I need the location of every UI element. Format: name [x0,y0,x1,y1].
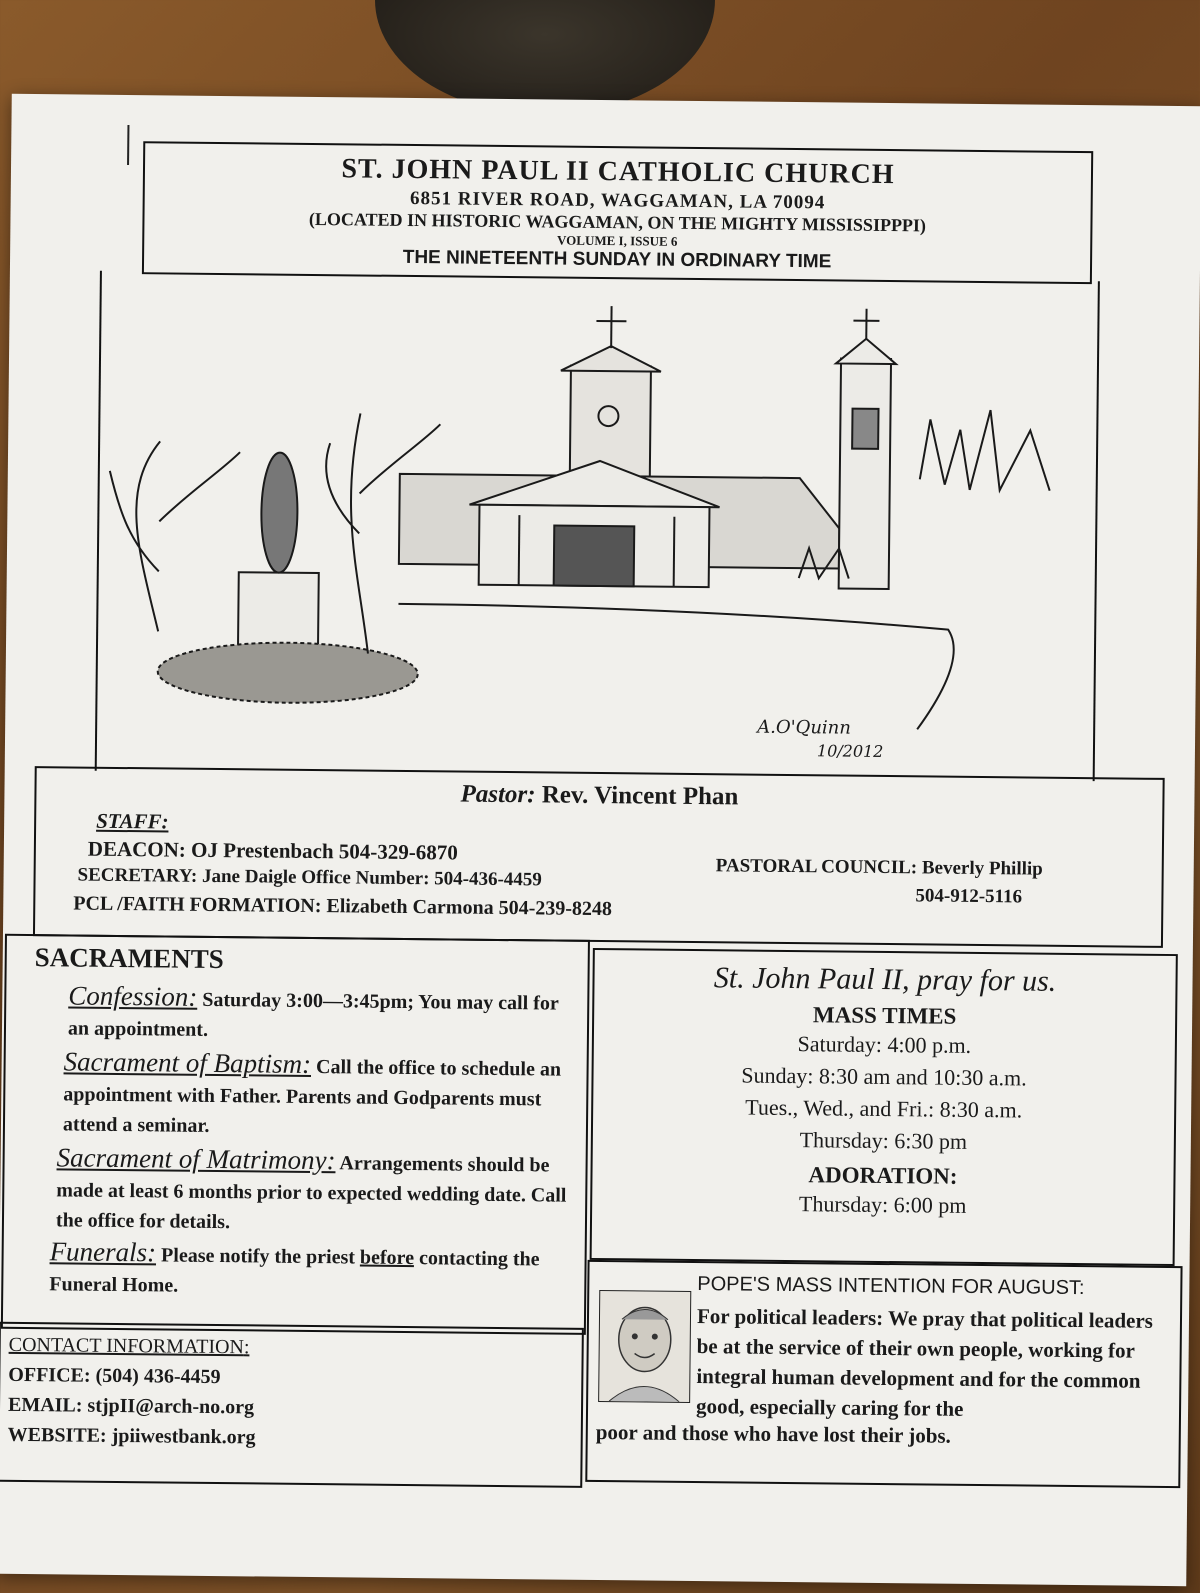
pastor-label: Pastor: [460,780,536,809]
pcl-line: PCL /FAITH FORMATION: Elizabeth Carmona 504-239-8248 [73,892,613,921]
pope-intention-last-line: poor and those who have lost their jobs. [595,1419,952,1448]
contact-website: WEBSITE: jpiiwestbank.org [7,1423,256,1449]
pastoral-council-line: PASTORAL COUNCIL: Beverly Phillip [715,855,1043,880]
confession-label: Confession: [68,980,198,1012]
margin-mark [127,125,129,165]
mass-times-section [590,948,1178,1266]
confession-paragraph [68,980,574,1048]
funerals-text: Please notify the priest [155,1244,361,1269]
mass-time-thursday: Thursday: 6:30 pm [799,1127,968,1154]
bulletin-header [142,141,1093,284]
baptism-label: Sacrament of Baptism: [63,1046,312,1079]
pope-intention-heading: POPE'S MASS INTENTION FOR AUGUST: [697,1273,1085,1300]
funerals-paragraph [49,1236,570,1304]
pope-portrait-drawing [599,1291,690,1402]
artist-date: 10/2012 [816,741,884,761]
staff-label: STAFF: [96,808,169,834]
contact-office: OFFICE: (504) 436-4459 [8,1363,221,1389]
pope-portrait [598,1290,691,1403]
sacraments-title: SACRAMENTS [34,942,224,975]
liturgical-sunday: THE NINETEENTH SUNDAY IN ORDINARY TIME [402,246,832,273]
church-name: ST. JOHN PAUL II CATHOLIC CHURCH [341,153,895,191]
church-address: 6851 RIVER ROAD, WAGGAMAN, LA 70094 [409,187,826,214]
funerals-text-end: contacting the Funeral Home. [49,1247,540,1297]
sacraments-section [1,934,590,1335]
mass-time-weekday: Tues., Wed., and Fri.: 8:30 a.m. [745,1094,1023,1123]
contact-section [0,1322,584,1488]
volume-issue: VOLUME I, ISSUE 6 [556,232,678,249]
contact-email: EMAIL: stjpII@arch-no.org [7,1393,255,1419]
contact-title: CONTACT INFORMATION: [8,1333,250,1359]
funerals-label: Funerals: [49,1236,157,1268]
church-drawing [97,271,1098,781]
church-location: (LOCATED IN HISTORIC WAGGAMAN, ON THE MIGHTY MISSISSIPPPI) [308,208,927,236]
mass-time-saturday: Saturday: 4:00 p.m. [797,1031,972,1058]
baptism-text: Call the office to schedule an appointment with Father. Parents and Godparents must attend a seminar. [62,1055,562,1137]
pope-intention-section [585,1260,1182,1488]
matrimony-paragraph [56,1142,577,1240]
funerals-before: before [359,1246,415,1270]
matrimony-text: Arrangements should be made at least 6 months prior to expected wedding date. Call the office for details. [55,1152,567,1234]
matrimony-label: Sacrament of Matrimony: [56,1142,336,1176]
adoration-title: ADORATION: [808,1162,958,1189]
prayer-line: St. John Paul II, pray for us. [713,961,1057,998]
pastor-name: Rev. Vincent Phan [541,781,739,811]
baptism-paragraph [63,1046,574,1144]
church-illustration [95,271,1100,781]
mass-time-sunday: Sunday: 8:30 am and 10:30 a.m. [741,1062,1027,1091]
deacon-line: DEACON: OJ Prestenbach 504-329-6870 [87,836,459,865]
contact-title-text: CONTACT INFORMATION [8,1333,245,1359]
mass-times-title: MASS TIMES [812,1002,957,1029]
pastoral-council-phone: 504-912-5116 [915,885,1023,908]
secretary-line: SECRETARY: Jane Daigle Office Number: 504-436-4459 [77,864,542,891]
artist-signature: A.O'Quinn [757,716,852,739]
adoration-time: Thursday: 6:00 pm [798,1191,967,1218]
staff-section [33,766,1165,948]
bulletin-page [0,94,1200,1586]
pope-intention-text: For political leaders: We pray that political leaders be at the service of their own people, working for integral human development and for the common good, especially caring for the [695,1304,1154,1421]
confession-text: Saturday 3:00—3:45pm; You may call for an appointment. [67,988,559,1041]
pastor-line [36,776,1162,816]
